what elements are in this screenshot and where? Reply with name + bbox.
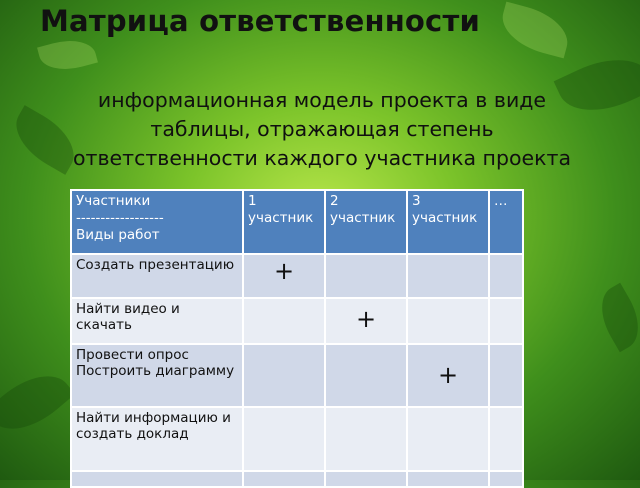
participants-label: Участники: [76, 193, 151, 209]
decorative-leaf: [0, 360, 75, 446]
participant-header-1: 1 участник: [243, 190, 325, 254]
corner-header-cell: [71, 190, 243, 254]
slide-subtitle: информационная модель проекта в виде таблицы, отражающая степень ответственности каждого участника проекта: [72, 88, 572, 170]
responsibility-mark: +: [355, 305, 377, 333]
table-header-row: [71, 190, 523, 254]
responsibility-cell: [489, 254, 523, 298]
work-types-label: Виды работ: [76, 227, 160, 243]
responsibility-cell: [407, 407, 489, 471]
activity-cell: Провести опрос Построить диаграмму: [71, 344, 243, 407]
table-row: [71, 407, 523, 471]
responsibility-cell: [489, 344, 523, 407]
decorative-leaf: [590, 283, 640, 352]
responsibility-cell: [407, 344, 489, 407]
decorative-leaf: [37, 33, 98, 76]
table-row: [71, 254, 523, 298]
responsibility-cell: [325, 344, 407, 407]
responsibility-cell: [489, 407, 523, 471]
slide-title: Матрица ответственности: [40, 4, 480, 38]
activity-cell: Найти видео и скачать: [71, 298, 243, 344]
table-row: [71, 298, 523, 344]
responsibility-matrix-table: [70, 189, 524, 488]
responsibility-cell: [243, 407, 325, 471]
activity-cell: Создать презентацию: [71, 254, 243, 298]
responsibility-cell: [489, 298, 523, 344]
responsibility-cell: [243, 298, 325, 344]
activity-cell: Найти информацию и создать доклад: [71, 407, 243, 471]
responsibility-cell: [407, 471, 489, 487]
responsibility-cell: [489, 471, 523, 487]
responsibility-cell: [243, 471, 325, 487]
responsibility-cell: [325, 298, 407, 344]
responsibility-mark: +: [437, 361, 459, 389]
responsibility-mark: +: [273, 257, 295, 285]
responsibility-cell: [325, 407, 407, 471]
responsibility-cell: [243, 344, 325, 407]
participant-header-more: …: [489, 190, 523, 254]
responsibility-cell: [325, 254, 407, 298]
table-row: [71, 344, 523, 407]
header-divider-dashes: ------------------: [76, 210, 164, 226]
activity-cell: [71, 471, 243, 487]
table-row: [71, 471, 523, 487]
responsibility-cell: [407, 298, 489, 344]
responsibility-cell: [325, 471, 407, 487]
decorative-leaf: [496, 2, 574, 59]
participant-header-3: 3 участник: [407, 190, 489, 254]
participant-header-2: 2 участник: [325, 190, 407, 254]
responsibility-cell: [243, 254, 325, 298]
responsibility-cell: [407, 254, 489, 298]
